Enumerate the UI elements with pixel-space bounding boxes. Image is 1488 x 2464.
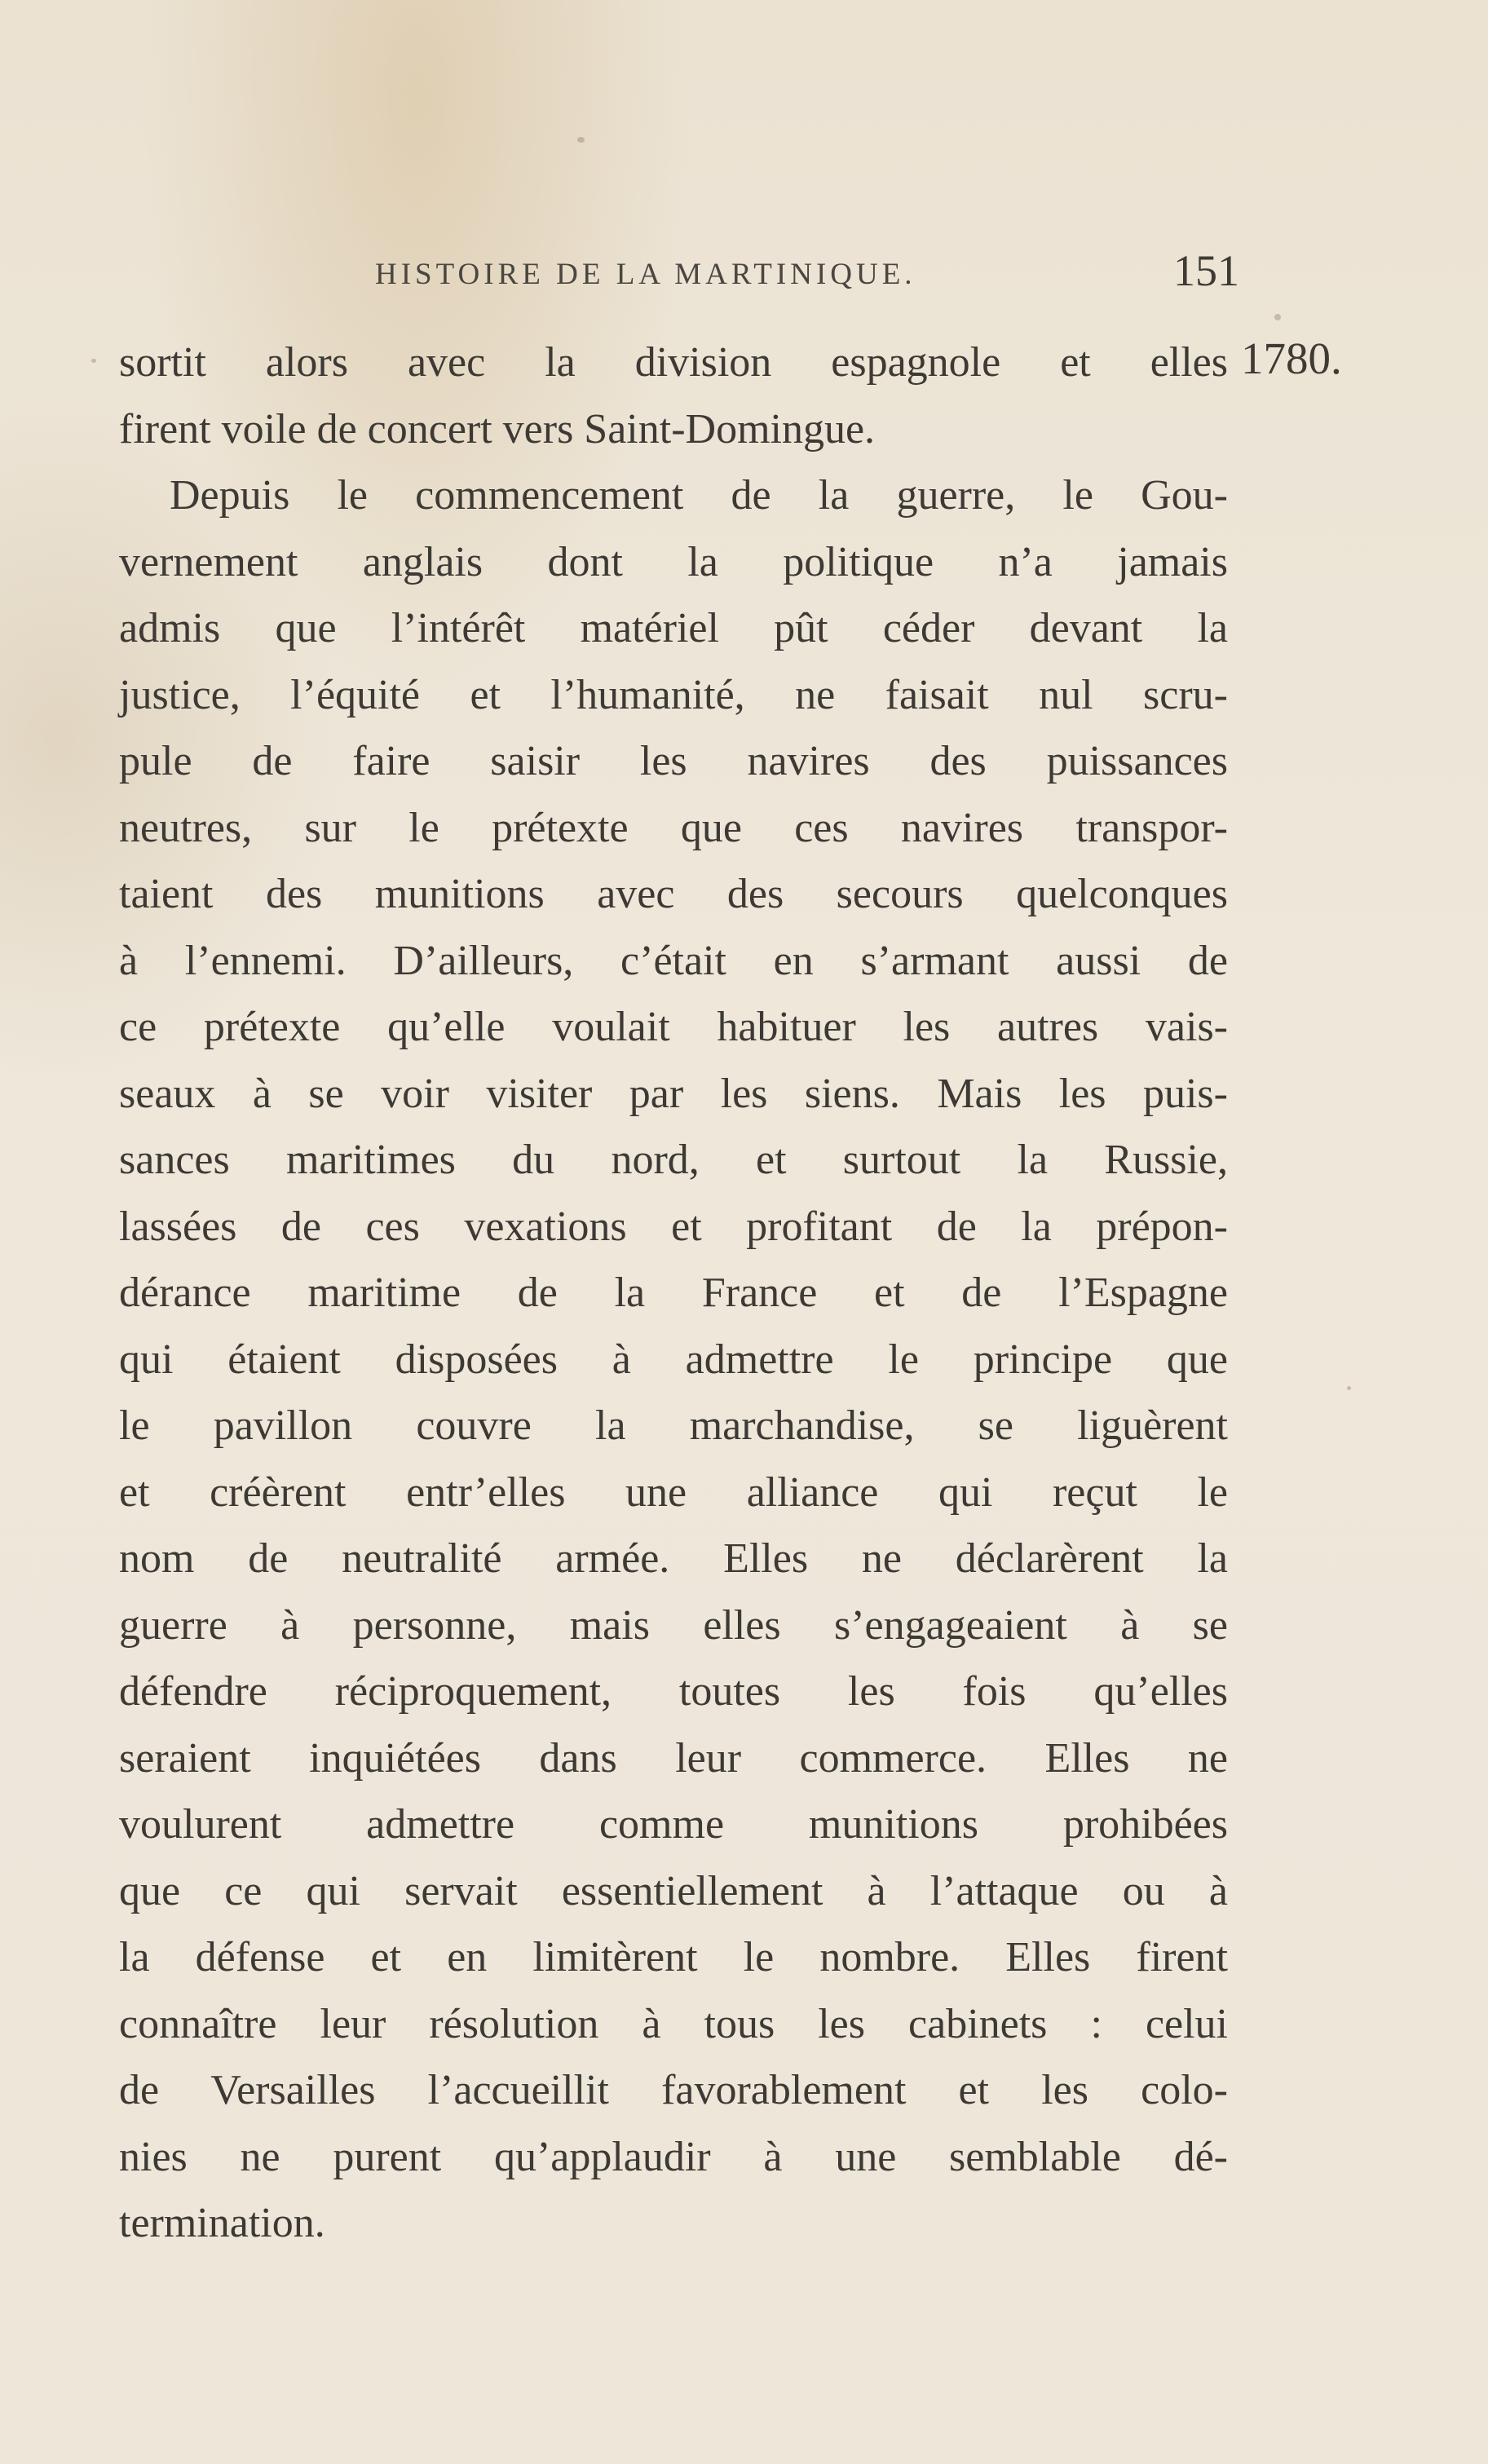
ink-speck <box>577 137 585 143</box>
text-line: firent voile de concert vers Saint-Domingue. <box>119 405 876 453</box>
margin-year: 1780. <box>1241 333 1342 383</box>
text-line: pule de faire saisir les navires des puissances <box>119 738 1228 784</box>
text-line: dérance maritime de la France et de l’Espagne <box>119 1270 1228 1316</box>
text-line: guerre à personne, mais elles s’engageaient à se <box>119 1601 1228 1649</box>
text-line: connaître leur résolution à tous les cabinets : celui <box>119 2000 1228 2047</box>
ink-speck <box>1274 314 1281 320</box>
text-line: neutres, sur le prétexte que ces navires transpor- <box>119 804 1228 851</box>
text-line: seraient inquiétées dans leur commerce. Elles ne <box>119 1734 1228 1782</box>
text-line: que ce qui servait essentiellement à l’attaque ou à <box>119 1867 1228 1914</box>
text-line: et créèrent entr’elles une alliance qui reçut le <box>119 1468 1228 1516</box>
text-line: termination. <box>119 2200 325 2246</box>
text-line: nom de neutralité armée. Elles ne déclarèrent la <box>119 1535 1228 1582</box>
text-line: taient des munitions avec des secours quelconques <box>119 871 1228 917</box>
text-line: défendre réciproquement, toutes les fois qu’elles <box>119 1668 1228 1715</box>
text-line: lassées de ces vexations et profitant de la prépon- <box>119 1203 1228 1250</box>
text-line: le pavillon couvre la marchandise, se liguèrent <box>119 1402 1228 1449</box>
text-line: admis que l’intérêt matériel pût céder devant la <box>119 605 1228 651</box>
text-line: sortit alors avec la division espagnole et elles <box>119 339 1228 386</box>
text-line: de Versailles l’accueillit favorablement et les colo- <box>119 2067 1228 2113</box>
text-line: qui étaient disposées à admettre le principe que <box>119 1336 1228 1383</box>
ink-speck <box>91 359 96 363</box>
text-line: vernement anglais dont la politique n’a jamais <box>119 538 1228 585</box>
page-header <box>375 246 1239 314</box>
text-line: la défense et en limitèrent le nombre. Elles firent <box>119 1934 1228 1980</box>
text-line: nies ne purent qu’applaudir à une semblable dé- <box>119 2133 1228 2180</box>
body-text <box>119 329 1228 2257</box>
text-line: ce prétexte qu’elle voulait habituer les autres vais- <box>119 1004 1228 1050</box>
page-number: 151 <box>1173 246 1239 295</box>
text-line: justice, l’équité et l’humanité, ne faisait nul scru- <box>119 671 1228 718</box>
text-line: Depuis le commencement de la guerre, le Gou- <box>170 472 1228 519</box>
running-title: HISTOIRE DE LA MARTINIQUE. <box>375 258 916 291</box>
text-line: voulurent admettre comme munitions prohibées <box>119 1801 1228 1848</box>
ink-speck <box>1347 1386 1351 1390</box>
text-line: seaux à se voir visiter par les siens. Mais les puis- <box>119 1070 1228 1117</box>
text-line: à l’ennemi. D’ailleurs, c’était en s’armant aussi de <box>119 937 1228 984</box>
text-line: sances maritimes du nord, et surtout la Russie, <box>119 1137 1228 1183</box>
